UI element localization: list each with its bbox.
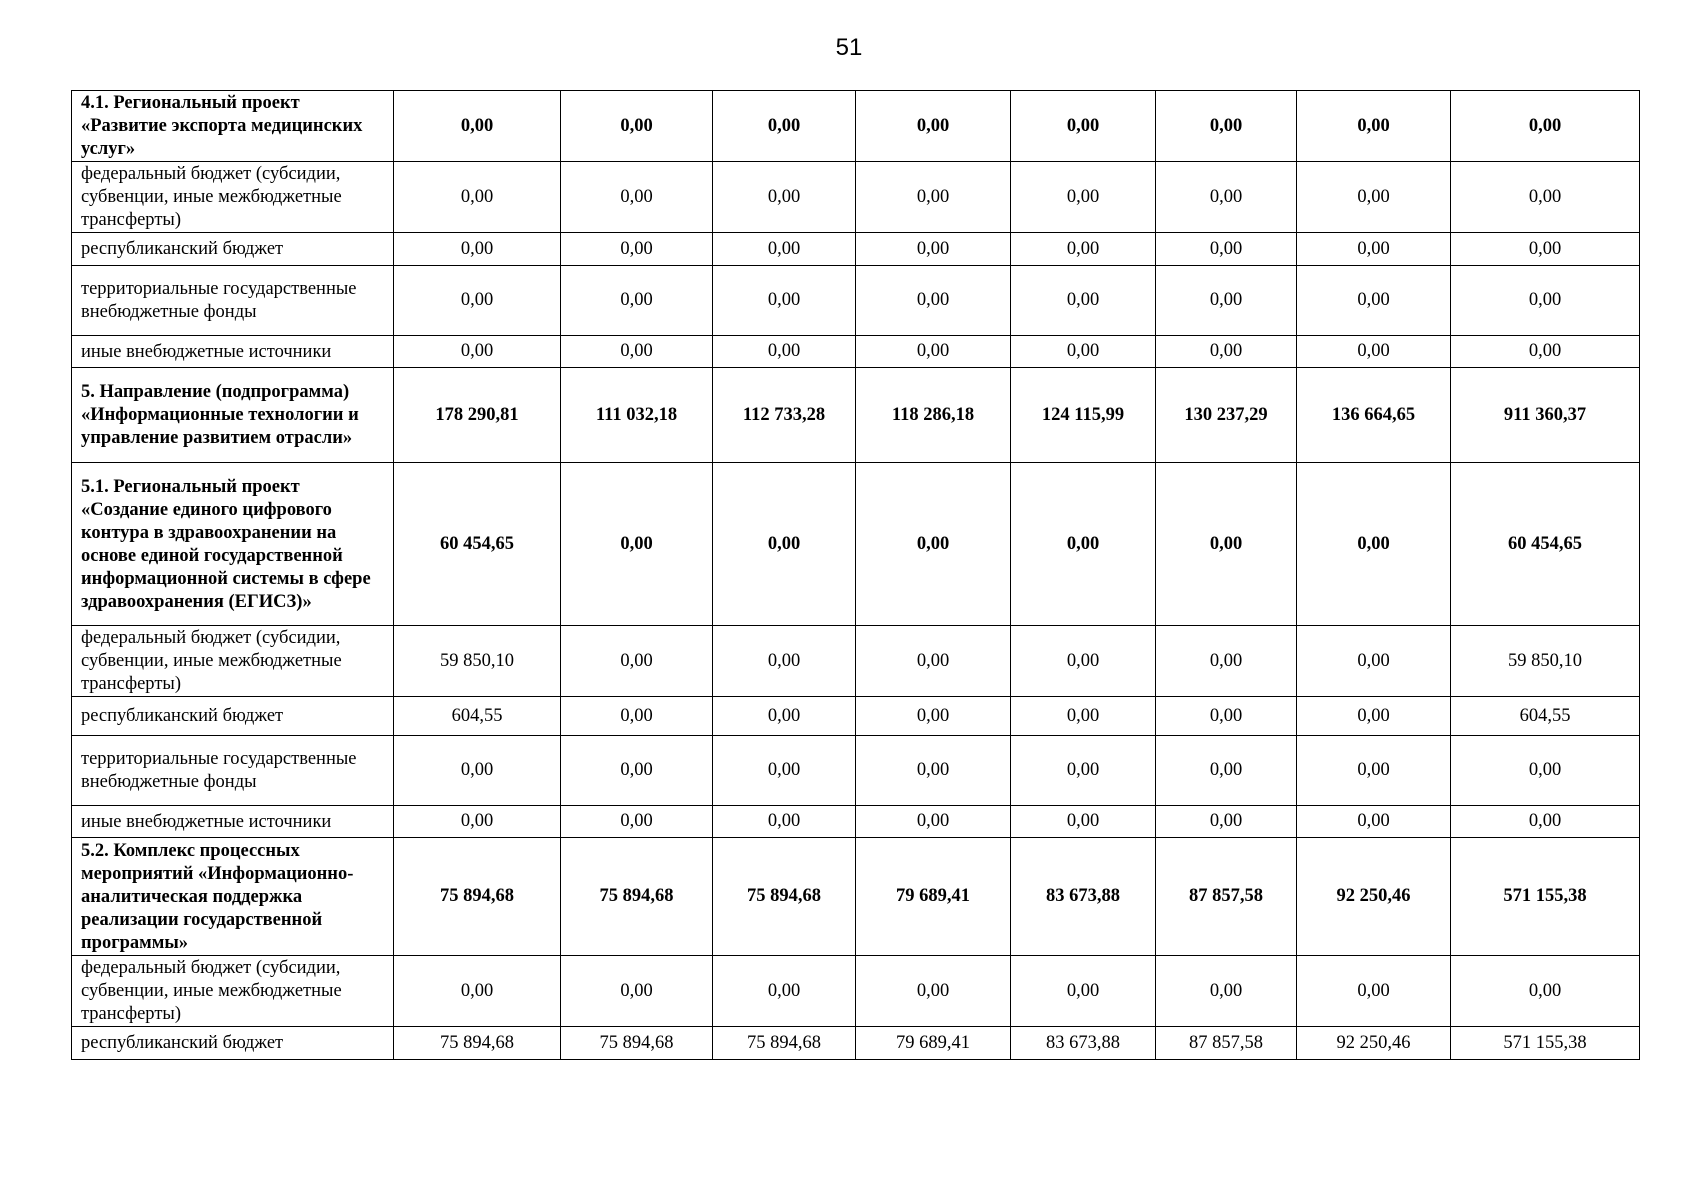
value-cell: 118 286,18 [856,368,1011,463]
value-cell: 59 850,10 [394,626,561,697]
table-row [72,697,1640,736]
value-cell: 0,00 [561,463,713,626]
value-cell: 60 454,65 [1451,463,1640,626]
value-cell: 0,00 [394,336,561,368]
value-cell: 87 857,58 [1156,1027,1297,1060]
value-cell: 87 857,58 [1156,838,1297,956]
value-cell: 0,00 [561,162,713,233]
row-label: республиканский бюджет [72,1027,394,1060]
value-cell: 0,00 [713,463,856,626]
value-cell: 0,00 [394,956,561,1027]
row-label: территориальные государственные внебюджетные фонды [72,736,394,806]
value-cell: 0,00 [856,626,1011,697]
value-cell: 0,00 [1156,697,1297,736]
value-cell: 0,00 [1011,266,1156,336]
value-cell: 0,00 [1011,626,1156,697]
value-cell: 571 155,38 [1451,1027,1640,1060]
table-row [72,806,1640,838]
value-cell: 0,00 [856,91,1011,162]
value-cell: 75 894,68 [394,1027,561,1060]
table-row [72,162,1640,233]
table-body [72,91,1640,1060]
value-cell: 79 689,41 [856,838,1011,956]
value-cell: 0,00 [1156,336,1297,368]
table-row-section [72,463,1640,626]
table-row-section [72,91,1640,162]
table-row [72,956,1640,1027]
value-cell: 0,00 [1156,626,1297,697]
value-cell: 0,00 [1451,736,1640,806]
page-number: 51 [835,34,863,61]
value-cell: 83 673,88 [1011,1027,1156,1060]
value-cell: 0,00 [1011,956,1156,1027]
value-cell: 0,00 [1011,91,1156,162]
value-cell: 604,55 [394,697,561,736]
row-label: федеральный бюджет (субсидии, субвенции, иные межбюджетные трансферты) [72,956,394,1027]
value-cell: 0,00 [1011,736,1156,806]
table-row [72,1027,1640,1060]
value-cell: 0,00 [713,91,856,162]
value-cell: 0,00 [394,806,561,838]
row-label: иные внебюджетные источники [72,336,394,368]
value-cell: 0,00 [561,956,713,1027]
row-label: 4.1. Региональный проект «Развитие экспорта медицинских услуг» [72,91,394,162]
value-cell: 111 032,18 [561,368,713,463]
value-cell: 0,00 [1156,736,1297,806]
value-cell: 0,00 [1156,91,1297,162]
value-cell: 75 894,68 [713,838,856,956]
value-cell: 92 250,46 [1297,1027,1451,1060]
row-label: 5. Направление (подпрограмма) «Информационные технологии и управление развитием отрасли» [72,368,394,463]
value-cell: 0,00 [1297,697,1451,736]
value-cell: 0,00 [713,162,856,233]
value-cell: 0,00 [1011,463,1156,626]
value-cell: 0,00 [856,463,1011,626]
value-cell: 75 894,68 [394,838,561,956]
value-cell: 0,00 [856,956,1011,1027]
row-label: 5.1. Региональный проект «Создание единого цифрового контура в здравоохранении на основе единой государственной информационной системы в сфере здравоохранения (ЕГИСЗ)» [72,463,394,626]
table-row [72,736,1640,806]
value-cell: 0,00 [1156,233,1297,266]
value-cell: 0,00 [856,162,1011,233]
row-label: 5.2. Комплекс процессных мероприятий «Информационно-аналитическая поддержка реализации государственной программы» [72,838,394,956]
value-cell: 0,00 [1451,266,1640,336]
value-cell: 0,00 [1156,266,1297,336]
value-cell: 0,00 [1011,806,1156,838]
value-cell: 0,00 [394,91,561,162]
value-cell: 112 733,28 [713,368,856,463]
value-cell: 0,00 [394,162,561,233]
value-cell: 130 237,29 [1156,368,1297,463]
value-cell: 0,00 [1011,162,1156,233]
table-row [72,233,1640,266]
value-cell: 0,00 [561,336,713,368]
value-cell: 0,00 [1451,806,1640,838]
value-cell: 0,00 [1451,91,1640,162]
value-cell: 0,00 [1156,162,1297,233]
row-label: республиканский бюджет [72,697,394,736]
value-cell: 0,00 [713,697,856,736]
value-cell: 0,00 [856,266,1011,336]
value-cell: 0,00 [713,736,856,806]
value-cell: 0,00 [1451,162,1640,233]
value-cell: 0,00 [1297,736,1451,806]
value-cell: 0,00 [561,697,713,736]
budget-table [71,90,1640,1060]
row-label: территориальные государственные внебюджетные фонды [72,266,394,336]
value-cell: 0,00 [713,806,856,838]
value-cell: 0,00 [1451,233,1640,266]
value-cell: 571 155,38 [1451,838,1640,956]
value-cell: 0,00 [856,336,1011,368]
value-cell: 0,00 [713,956,856,1027]
value-cell: 0,00 [1297,463,1451,626]
row-label: федеральный бюджет (субсидии, субвенции, иные межбюджетные трансферты) [72,626,394,697]
value-cell: 59 850,10 [1451,626,1640,697]
value-cell: 0,00 [713,336,856,368]
value-cell: 604,55 [1451,697,1640,736]
value-cell: 0,00 [394,266,561,336]
value-cell: 0,00 [1297,626,1451,697]
value-cell: 0,00 [561,233,713,266]
value-cell: 0,00 [1011,233,1156,266]
value-cell: 0,00 [1297,266,1451,336]
value-cell: 0,00 [1156,806,1297,838]
value-cell: 75 894,68 [561,838,713,956]
value-cell: 0,00 [561,91,713,162]
value-cell: 0,00 [1011,697,1156,736]
value-cell: 124 115,99 [1011,368,1156,463]
value-cell: 0,00 [856,736,1011,806]
value-cell: 0,00 [394,736,561,806]
value-cell: 0,00 [713,233,856,266]
value-cell: 0,00 [1156,463,1297,626]
value-cell: 60 454,65 [394,463,561,626]
row-label: республиканский бюджет [72,233,394,266]
value-cell: 83 673,88 [1011,838,1156,956]
value-cell: 136 664,65 [1297,368,1451,463]
value-cell: 0,00 [856,697,1011,736]
value-cell: 0,00 [1297,233,1451,266]
table-row [72,336,1640,368]
row-label: иные внебюджетные источники [72,806,394,838]
value-cell: 0,00 [1297,956,1451,1027]
table-row-section [72,368,1640,463]
row-label: федеральный бюджет (субсидии, субвенции, иные межбюджетные трансферты) [72,162,394,233]
value-cell: 0,00 [1297,91,1451,162]
value-cell: 0,00 [713,266,856,336]
value-cell: 0,00 [561,266,713,336]
value-cell: 0,00 [713,626,856,697]
value-cell: 0,00 [1451,336,1640,368]
value-cell: 0,00 [1451,956,1640,1027]
value-cell: 178 290,81 [394,368,561,463]
value-cell: 0,00 [561,626,713,697]
value-cell: 0,00 [856,233,1011,266]
table-row [72,266,1640,336]
value-cell: 79 689,41 [856,1027,1011,1060]
value-cell: 0,00 [394,233,561,266]
value-cell: 0,00 [1156,956,1297,1027]
value-cell: 75 894,68 [713,1027,856,1060]
value-cell: 0,00 [1297,162,1451,233]
value-cell: 92 250,46 [1297,838,1451,956]
value-cell: 0,00 [1297,336,1451,368]
value-cell: 75 894,68 [561,1027,713,1060]
value-cell: 0,00 [561,736,713,806]
value-cell: 0,00 [1297,806,1451,838]
table-row [72,626,1640,697]
value-cell: 0,00 [856,806,1011,838]
value-cell: 0,00 [561,806,713,838]
value-cell: 911 360,37 [1451,368,1640,463]
value-cell: 0,00 [1011,336,1156,368]
table-row-section [72,838,1640,956]
